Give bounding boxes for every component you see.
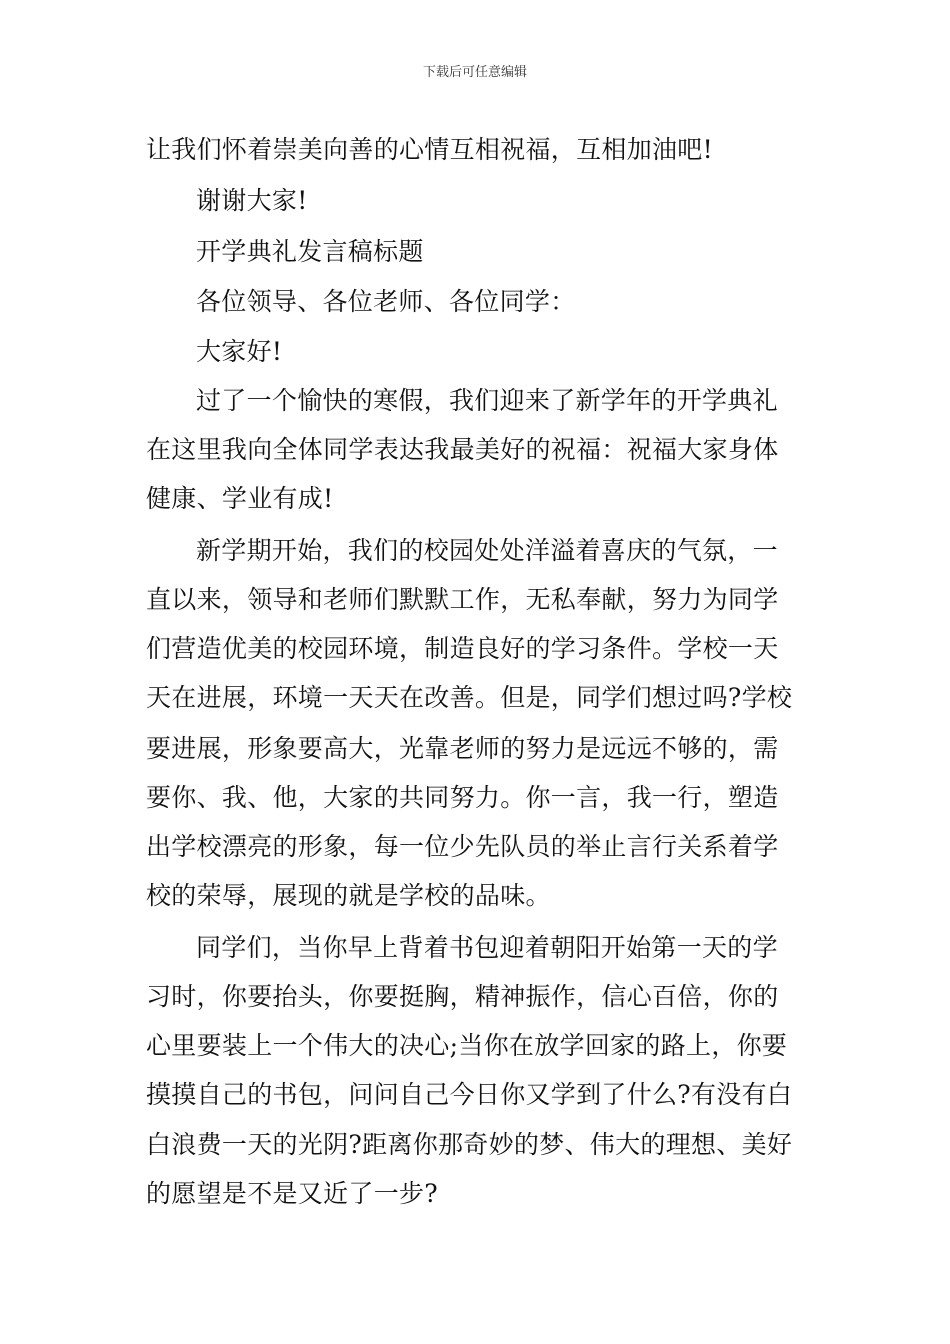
text-line: 出学校漂亮的形象，每一位少先队员的举止言行关系着学 <box>146 832 779 861</box>
text-line: 新学期开始，我们的校园处处洋溢着喜庆的气氛，一 <box>196 536 778 565</box>
text-line: 要进展，形象要高大，光靠老师的努力是远远不够的，需 <box>146 734 779 763</box>
text-line: 校的荣辱，展现的就是学校的品味。 <box>146 881 551 910</box>
text-line: 们营造优美的校园环境，制造良好的学习条件。学校一天 <box>146 634 779 663</box>
text-line: 让我们怀着崇美向善的心情互相祝福，互相加油吧! <box>146 135 713 164</box>
salutation: 各位领导、各位老师、各位同学： <box>196 287 576 316</box>
text-line: 直以来，领导和老师们默默工作，无私奉献，努力为同学 <box>146 585 779 614</box>
text-line: 过了一个愉快的寒假，我们迎来了新学年的开学典礼 <box>196 386 778 415</box>
text-line: 的愿望是不是又近了一步? <box>146 1179 439 1208</box>
text-line: 习时，你要抬头，你要挺胸，精神振作，信心百倍，你的 <box>146 982 779 1011</box>
section-title: 开学典礼发言稿标题 <box>196 237 424 266</box>
text-line: 同学们，当你早上背着书包迎着朝阳开始第一天的学 <box>196 933 778 962</box>
greeting: 大家好! <box>196 337 283 366</box>
text-line: 摸摸自己的书包，问问自己今日你又学到了什么?有没有白 <box>146 1080 793 1109</box>
text-line: 天在进展，环境一天天在改善。但是，同学们想过吗?学校 <box>146 683 793 712</box>
page-header-note: 下载后可任意编辑 <box>422 65 527 80</box>
text-line: 在这里我向全体同学表达我最美好的祝福：祝福大家身体 <box>146 435 779 464</box>
text-line: 心里要装上一个伟大的决心;当你在放学回家的路上，你要 <box>146 1031 788 1060</box>
text-line: 谢谢大家! <box>196 186 308 215</box>
text-line: 要你、我、他，大家的共同努力。你一言，我一行，塑造 <box>146 783 779 812</box>
text-line: 健康、学业有成! <box>146 484 334 513</box>
text-line: 白浪费一天的光阴?距离你那奇妙的梦、伟大的理想、美好 <box>146 1130 793 1159</box>
